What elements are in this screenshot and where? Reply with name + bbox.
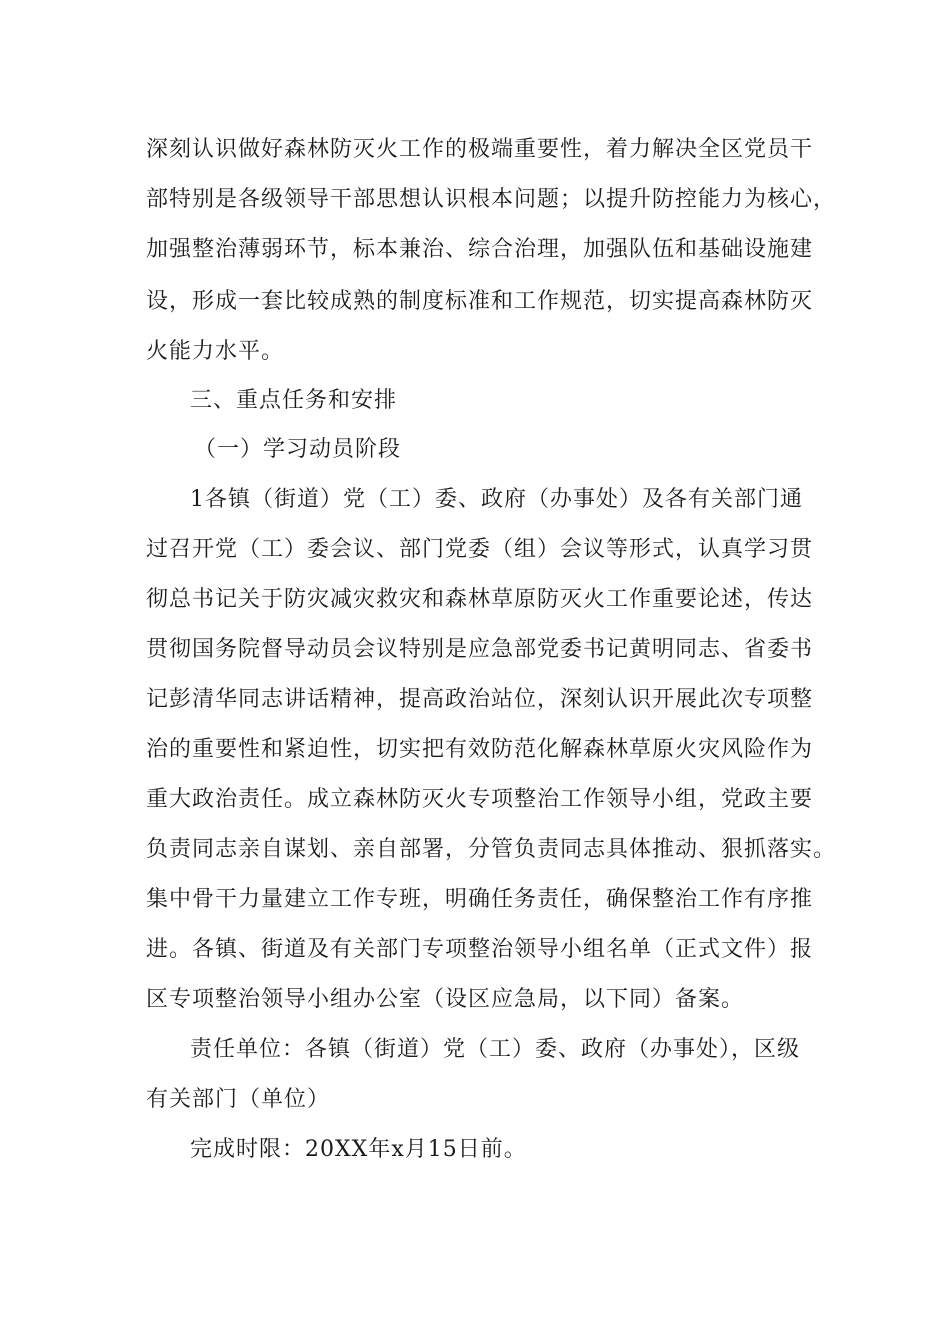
paragraph-line: 记彭清华同志讲话精神，提高政治站位，深刻认识开展此次专项整 — [146, 687, 814, 712]
responsible-unit-line: 有关部门（单位） — [146, 1087, 331, 1112]
paragraph-line: 加强整治薄弱环节，标本兼治、综合治理，加强队伍和基础设施建 — [146, 237, 814, 262]
paragraph-line: 设，形成一套比较成熟的制度标准和工作规范，切实提高森林防灭 — [146, 289, 814, 314]
subsection-heading: （一）学习动员阶段 — [194, 437, 402, 462]
paragraph-line: 部特别是各级领导干部思想认识根本问题；以提升防控能力为核心， — [146, 187, 837, 212]
paragraph-line: 集中骨干力量建立工作专班，明确任务责任，确保整治工作有序推 — [146, 887, 814, 912]
paragraph-line: 重大政治责任。成立森林防灭火专项整治工作领导小组，党政主要 — [146, 787, 814, 812]
paragraph-line: 深刻认识做好森林防灭火工作的极端重要性，着力解决全区党员干 — [146, 137, 814, 162]
paragraph-line: 彻总书记关于防灾减灾救灾和森林草原防灭火工作重要论述，传达 — [146, 587, 814, 612]
paragraph-line: 贯彻国务院督导动员会议特别是应急部党委书记黄明同志、省委书 — [146, 637, 814, 662]
paragraph-line: 火能力水平。 — [146, 339, 285, 364]
responsible-unit-line: 责任单位：各镇（街道）党（工）委、政府（办事处），区级 — [190, 1037, 801, 1062]
paragraph-line: 1各镇（街道）党（工）委、政府（办事处）及各有关部门通 — [190, 487, 803, 512]
deadline-line: 完成时限：20XX年x月15日前。 — [190, 1137, 527, 1162]
paragraph-line: 进。各镇、街道及有关部门专项整治领导小组名单（正式文件）报 — [146, 937, 814, 962]
paragraph-line: 治的重要性和紧迫性，切实把有效防范化解森林草原火灾风险作为 — [146, 737, 814, 762]
section-heading: 三、重点任务和安排 — [190, 388, 398, 413]
paragraph-line: 负责同志亲自谋划、亲自部署，分管负责同志具体推动、狠抓落实。 — [146, 837, 837, 862]
paragraph-line: 区专项整治领导小组办公室（设区应急局，以下同）备案。 — [146, 987, 745, 1012]
paragraph-line: 过召开党（工）委会议、部门党委（组）会议等形式，认真学习贯 — [146, 537, 814, 562]
